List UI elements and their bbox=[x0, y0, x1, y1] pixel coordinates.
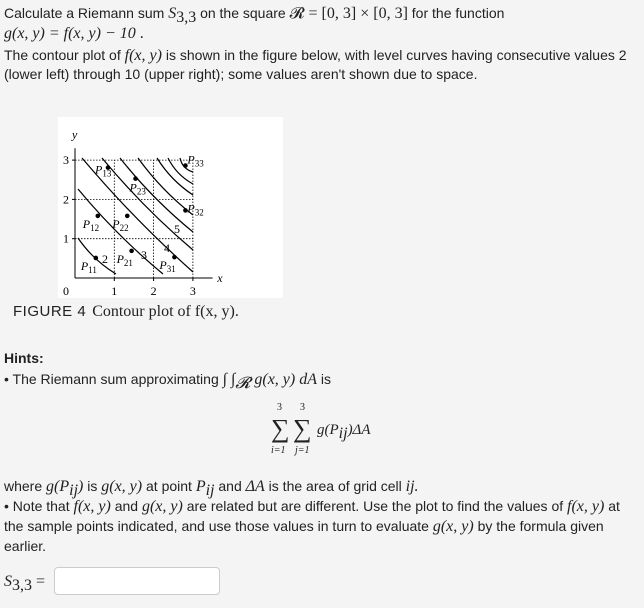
answer-input[interactable] bbox=[54, 567, 220, 595]
math-S: S bbox=[168, 5, 177, 22]
answer-label bbox=[4, 572, 45, 595]
math: g(P bbox=[46, 478, 70, 495]
math-integrand: g(x, y) dA bbox=[250, 371, 317, 388]
text: is the area of grid cell bbox=[264, 478, 406, 494]
sum-lower-limit: j=1 bbox=[295, 445, 310, 456]
contour-label: 5 bbox=[174, 222, 180, 236]
figure-caption bbox=[13, 303, 239, 321]
math: P bbox=[195, 478, 206, 495]
sigma-icon: ∑ bbox=[293, 414, 312, 443]
problem-line-3 bbox=[4, 46, 627, 65]
summand-sub: ij bbox=[338, 425, 348, 442]
text: . bbox=[135, 25, 144, 42]
math: ij. bbox=[405, 478, 419, 495]
sample-point bbox=[94, 256, 99, 261]
caption-text: Contour plot of f(x, y). bbox=[92, 303, 239, 320]
problem-line-4: (lower left) through 10 (upper right); some values aren't shown due to space. bbox=[4, 66, 478, 82]
sample-point bbox=[95, 214, 100, 219]
math: ) bbox=[78, 478, 84, 495]
sample-point-sub: 11 bbox=[88, 264, 97, 275]
sum-upper-limit: 3 bbox=[300, 402, 305, 413]
contour-line-6 bbox=[120, 158, 193, 232]
sample-point bbox=[129, 249, 134, 254]
sample-point-label: $P_{21}$ bbox=[116, 251, 133, 268]
sample-point-sub: 21 bbox=[123, 257, 133, 268]
text: where bbox=[4, 478, 47, 494]
x-tick-label: 3 bbox=[189, 284, 196, 298]
contour-label: 2 bbox=[102, 252, 108, 266]
caption-label: FIGURE 4 bbox=[13, 303, 87, 320]
text: is shown in the figure below, with level curves having consecutive values 2 bbox=[161, 47, 627, 63]
origin-label: 0 bbox=[63, 284, 69, 298]
math: f(x, y) bbox=[73, 498, 111, 515]
contour-plot bbox=[40, 115, 280, 305]
math-sub: 𝓡 bbox=[235, 374, 251, 392]
text: Calculate a Riemann sum bbox=[4, 5, 169, 21]
problem-line-2 bbox=[4, 24, 144, 43]
text: • The Riemann sum approximating bbox=[4, 371, 223, 387]
integral-sign: ∫ ∫ bbox=[222, 371, 236, 388]
double-sum-formula bbox=[263, 402, 393, 462]
sample-point-sub: 31 bbox=[166, 264, 176, 275]
text: is bbox=[317, 371, 331, 387]
sample-point-label: $P_{23}$ bbox=[129, 180, 146, 197]
text: at point bbox=[142, 478, 196, 494]
equals: = bbox=[32, 573, 46, 590]
text: and bbox=[110, 498, 142, 514]
text: by the formula given bbox=[473, 518, 604, 534]
hints-title: Hints: bbox=[4, 350, 44, 366]
sample-point-label: $P_{32}$ bbox=[187, 201, 204, 218]
hint-2-line-3: earlier. bbox=[4, 538, 47, 554]
sample-point-label: $P_{31}$ bbox=[159, 258, 176, 275]
y-tick-label: 3 bbox=[63, 153, 69, 168]
contour-label: 4 bbox=[164, 241, 170, 255]
x-tick-label: 2 bbox=[150, 284, 157, 298]
sigma-icon: ∑ bbox=[271, 414, 290, 443]
x-tick-label: 1 bbox=[111, 284, 118, 298]
math: g(x, y) bbox=[141, 498, 183, 515]
text: The contour plot of bbox=[4, 47, 125, 63]
sample-point bbox=[125, 214, 130, 219]
y-tick-label: 2 bbox=[63, 192, 69, 207]
math-sub: 3,3 bbox=[176, 8, 197, 26]
text: for the function bbox=[407, 5, 505, 21]
y-tick-label: 1 bbox=[63, 231, 69, 246]
text: the sample points indicated, and use those values in turn to evaluate bbox=[4, 518, 433, 534]
summand-end: )ΔA bbox=[347, 422, 371, 438]
text: and bbox=[214, 478, 246, 494]
hint-2-line-1 bbox=[4, 497, 620, 516]
sample-point-sub: 13 bbox=[102, 168, 112, 179]
sample-point-label: $P_{12}$ bbox=[82, 216, 100, 233]
hint-2-line-2 bbox=[4, 517, 604, 536]
sample-point-label: $P_{22}$ bbox=[112, 216, 129, 233]
math-f: f(x, y) bbox=[124, 47, 162, 64]
sum-upper-limit: 3 bbox=[277, 402, 282, 413]
sample-point-sub: 23 bbox=[136, 186, 146, 197]
math: g(x, y) bbox=[101, 478, 143, 495]
sample-point-sub: 33 bbox=[194, 158, 204, 169]
math: g(x, y) bbox=[432, 518, 474, 535]
math-sub: ij bbox=[69, 481, 79, 499]
sample-point bbox=[172, 255, 177, 260]
contour-label: 3 bbox=[141, 248, 147, 262]
math-S: S bbox=[4, 573, 12, 590]
summand: g(P bbox=[317, 422, 339, 438]
math-sub: 3,3 bbox=[12, 576, 32, 594]
hint-1 bbox=[4, 370, 331, 393]
math-g-definition: g(x, y) = f(x, y) − 10 bbox=[4, 25, 136, 42]
sample-point-label: $P_{33}$ bbox=[187, 152, 204, 169]
math: ΔA bbox=[245, 478, 265, 495]
sample-point-sub: 32 bbox=[194, 207, 204, 218]
math-region: 𝓡 = [0, 3] × [0, 3] bbox=[289, 5, 408, 22]
y-axis-label: y bbox=[72, 127, 78, 142]
text: on the square bbox=[196, 5, 290, 21]
sample-point-sub: 22 bbox=[119, 222, 129, 233]
sum-lower-limit: i=1 bbox=[271, 445, 286, 456]
math: f(x, y) bbox=[567, 498, 605, 515]
text: is bbox=[83, 478, 102, 494]
text: are related but are different. Use the plot to find the values of bbox=[182, 498, 568, 514]
x-axis-label: x bbox=[217, 271, 223, 285]
sample-point-label: $P_{11}$ bbox=[80, 258, 97, 275]
math-sub: ij bbox=[205, 481, 215, 499]
sample-point-sub: 12 bbox=[90, 222, 100, 233]
sample-point-label: $P_{13}$ bbox=[95, 162, 112, 179]
text: • Note that bbox=[4, 498, 74, 514]
text: at bbox=[604, 498, 620, 514]
